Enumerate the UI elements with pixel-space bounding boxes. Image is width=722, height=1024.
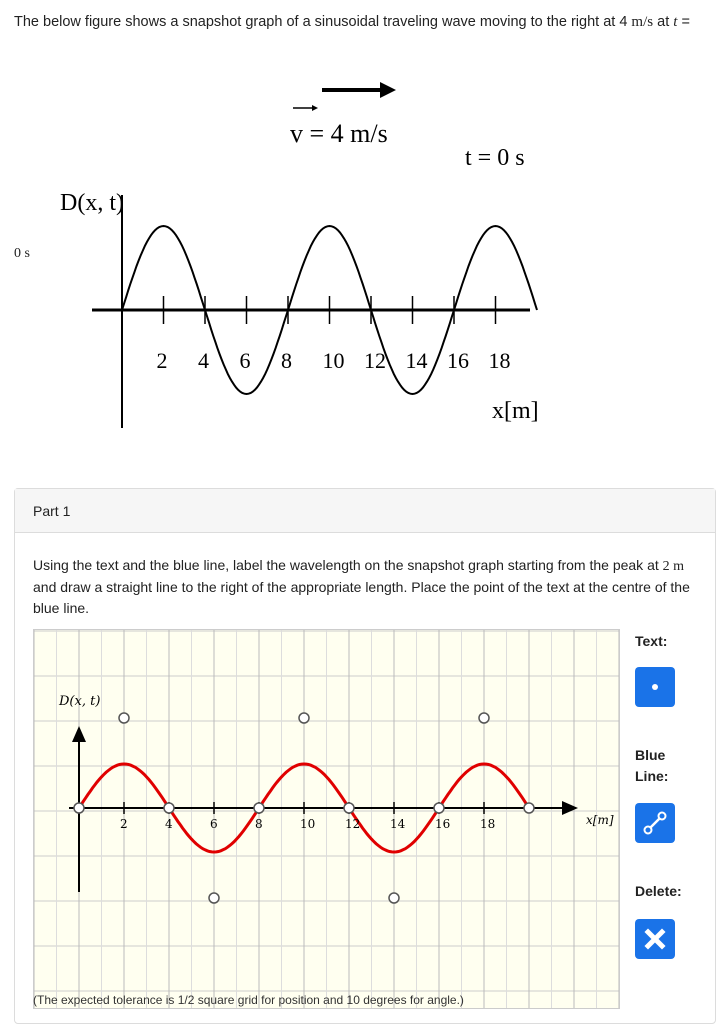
canvas-tick-label: 8 [255, 817, 263, 831]
canvas-x-label: x[m] [586, 813, 614, 827]
curve-handle[interactable] [299, 713, 309, 723]
x-axis-label: x[m] [492, 398, 539, 424]
time-label: t = 0 s [465, 145, 525, 171]
speed-unit: m/s [631, 14, 654, 30]
canvas-tick-label: 18 [480, 817, 496, 831]
canvas-graph[interactable] [34, 630, 619, 1008]
curve-handle[interactable] [164, 803, 174, 813]
curve-handle[interactable] [74, 803, 84, 813]
line-tool-button[interactable] [635, 803, 675, 843]
tick-label: 8 [281, 348, 292, 373]
tick-label: 10 [322, 348, 345, 373]
canvas-tick-label: 16 [435, 817, 451, 831]
tick-label: 18 [488, 348, 511, 373]
canvas-tick-label: 2 [120, 817, 128, 831]
drawing-canvas[interactable] [33, 629, 620, 1009]
tolerance-note: (The expected tolerance is 1/2 square grid for position and 10 degrees for angle.) [33, 993, 464, 1007]
tick-label: 16 [447, 348, 469, 373]
curve-handle[interactable] [344, 803, 354, 813]
curve-handle[interactable] [434, 803, 444, 813]
x-icon [643, 927, 667, 951]
snapshot-graph [60, 70, 580, 440]
part-title: Part 1 [15, 489, 715, 533]
canvas-tick-label: 10 [300, 817, 316, 831]
canvas-tick-label: 14 [390, 817, 406, 831]
dot-icon [652, 684, 658, 690]
curve-handle[interactable] [389, 893, 399, 903]
time-value: 0 s [14, 246, 30, 261]
tick-label: 4 [198, 348, 209, 373]
delete-tool-label: Delete: [635, 883, 682, 899]
line-segment-icon [642, 810, 668, 836]
delete-tool-button[interactable] [635, 919, 675, 959]
text-tool-button[interactable] [635, 667, 675, 707]
curve-handle[interactable] [209, 893, 219, 903]
part-panel [14, 488, 716, 1024]
canvas-tick-label: 12 [345, 817, 361, 831]
curve-handle[interactable] [254, 803, 264, 813]
line-tool-label: Blue Line: [635, 747, 669, 784]
tick-label: 2 [156, 348, 168, 373]
velocity-label: v = 4 m/s [290, 119, 388, 148]
instruction-value: 2 m [662, 559, 685, 574]
curve-handle[interactable] [119, 713, 129, 723]
canvas-tick-label: 6 [210, 817, 218, 831]
curve-handle[interactable] [524, 803, 534, 813]
curve-handle[interactable] [479, 713, 489, 723]
instructions: Using the text and the blue line, label the wavelength on the snapshot graph starting from the peak at 2 m and draw a straight line to the right of the appropriate length. Place the point of the text at the centre of the blue line. [33, 557, 690, 616]
canvas-tick-label: 4 [165, 817, 173, 831]
text-tool-label: Text: [635, 633, 668, 649]
tick-label: 12 [364, 348, 386, 373]
tick-label: 6 [239, 348, 251, 373]
tick-label: 14 [405, 348, 428, 373]
canvas-y-label: D(x, t) [59, 694, 101, 709]
question-text: The below figure shows a snapshot graph of a sinusoidal traveling wave moving to the right at 4 m/s at t = [14, 14, 690, 30]
y-axis-label: D(x, t) [60, 190, 124, 216]
